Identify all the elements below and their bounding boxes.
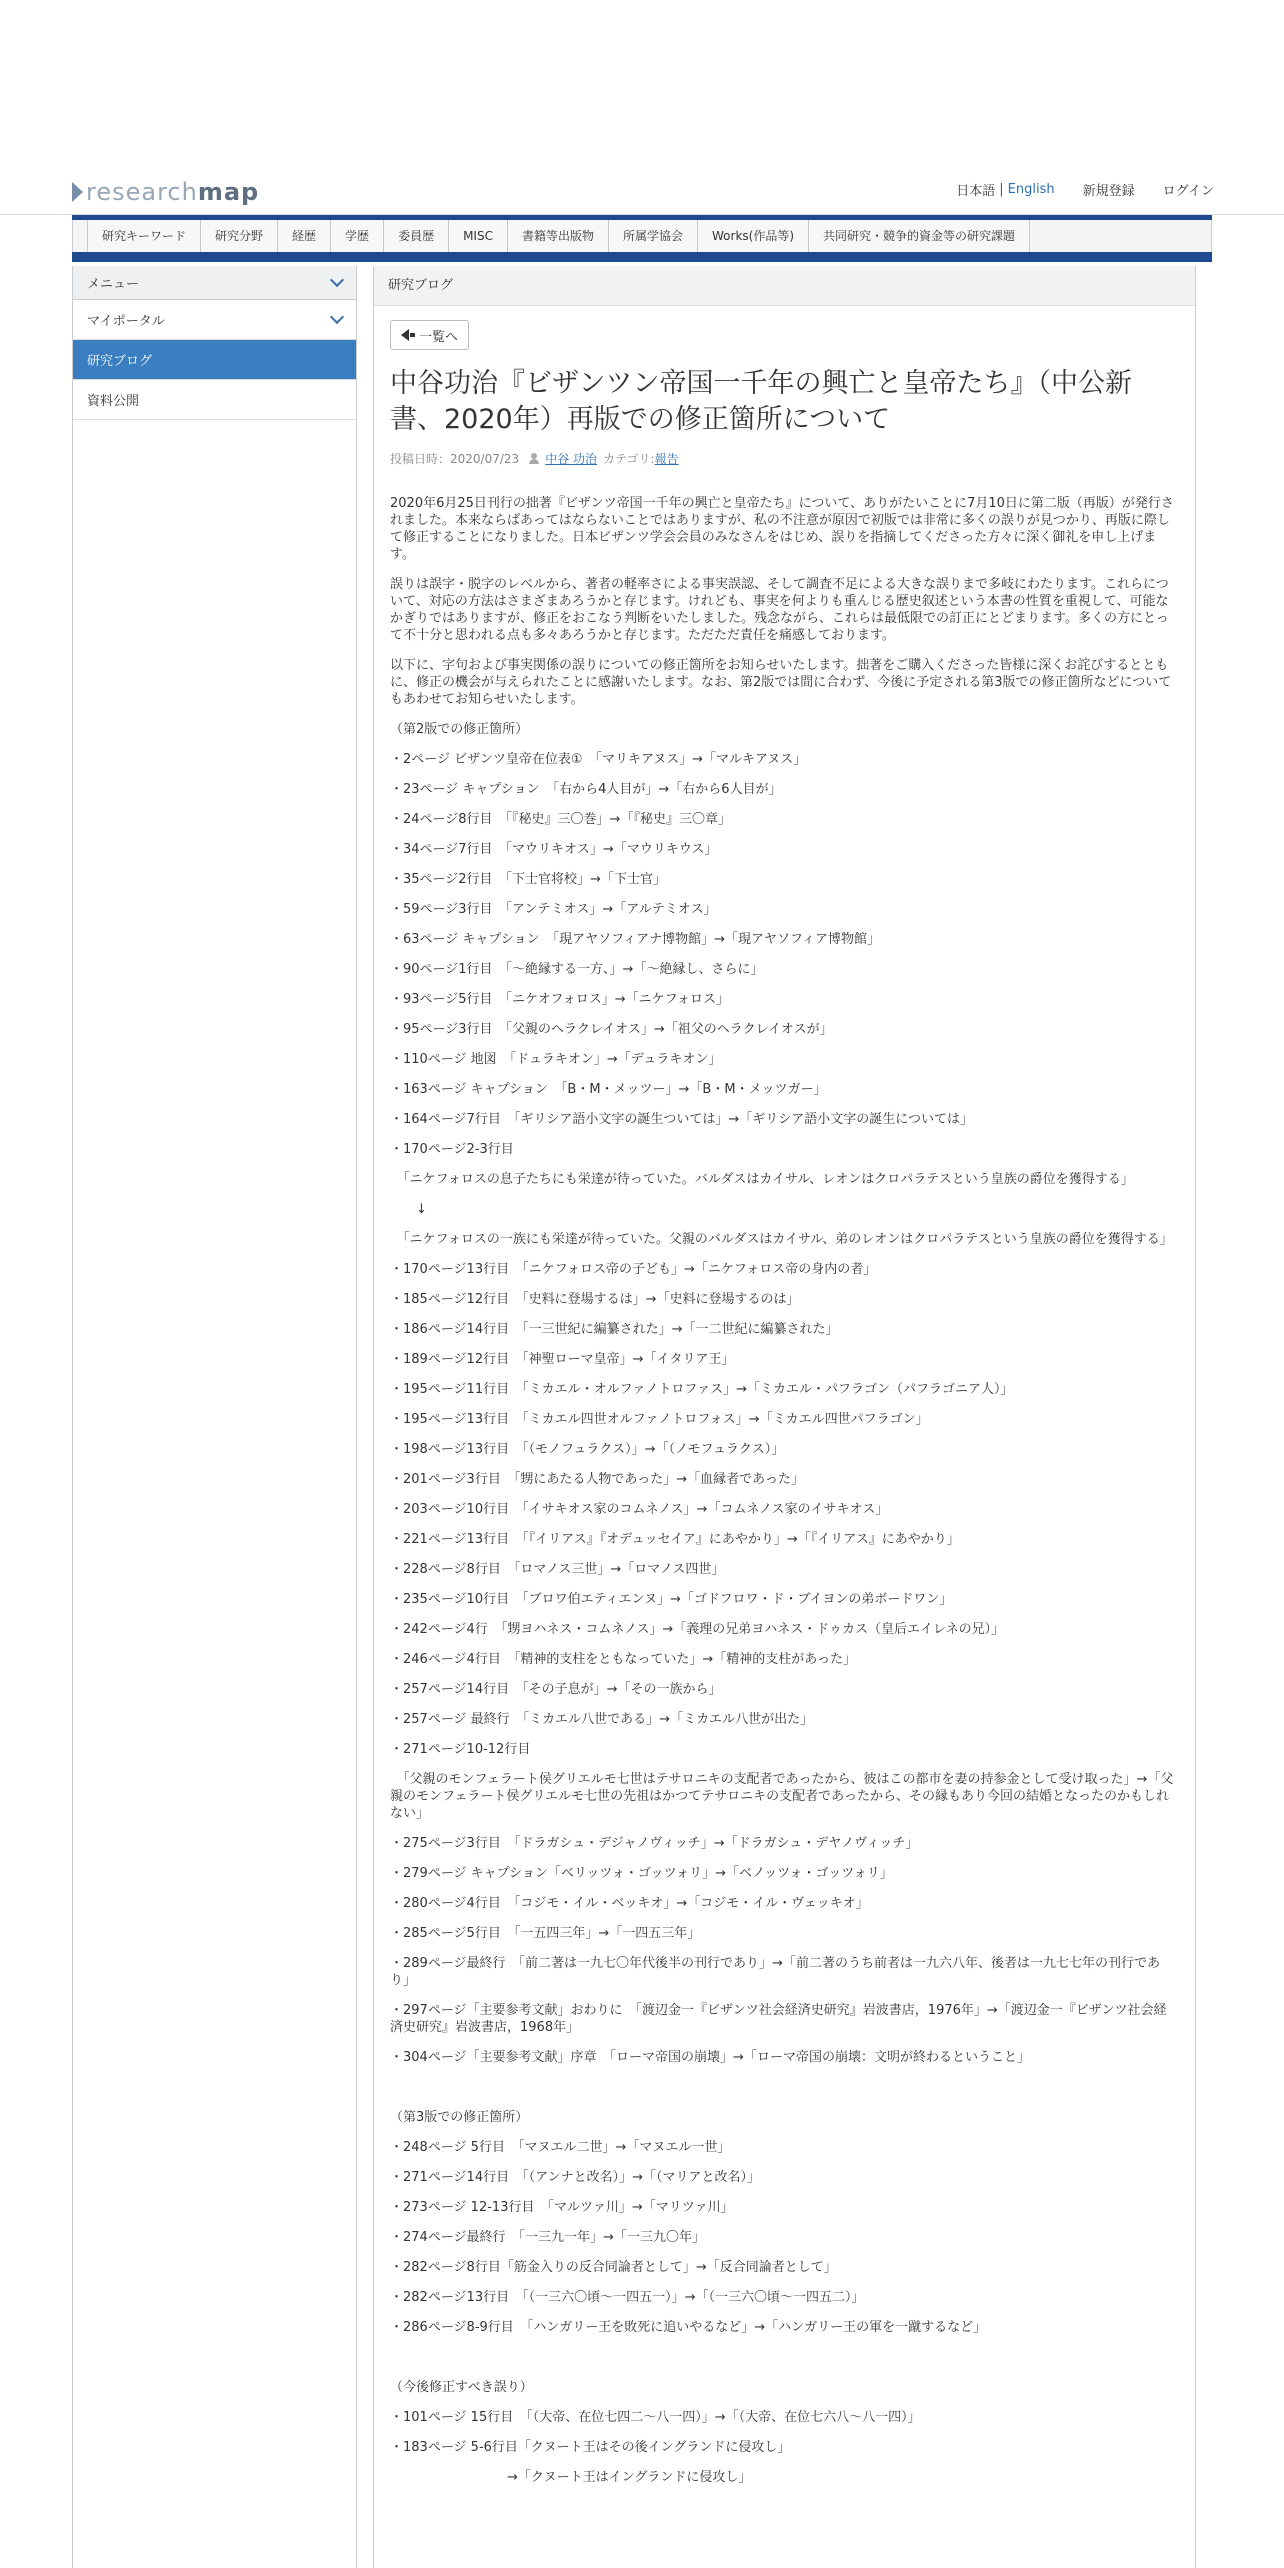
author-link[interactable]: 中谷 功治: [545, 452, 598, 466]
tab-misc[interactable]: MISC: [449, 220, 508, 252]
post-paragraph: ・185ページ12行目 「史料に登場するは」→「史料に登場するのは」: [390, 1292, 800, 1307]
post-paragraph: ・275ページ3行目 「ドラガシュ・デジャノヴィッチ」→「ドラガシュ・デヤノヴィッチ」: [390, 1836, 919, 1851]
post-paragraph: ・170ページ13行目 「ニケフォロス帝の子ども」→「ニケフォロス帝の身内の者」: [390, 1262, 877, 1277]
post-paragraph: ・189ページ12行目 「神聖ローマ皇帝」→「イタリア王」: [390, 1352, 735, 1367]
post-paragraph: ・304ページ「主要参考文献」序章 「ローマ帝国の崩壊」→「ローマ帝国の崩壊：文明が終わるということ」: [390, 2050, 1030, 2065]
site-header: [0, 170, 1284, 215]
chevron-down-icon: [330, 273, 344, 287]
post-paragraph: ・271ページ14行目 「（アンナと改名）」→「（マリアと改名）」: [390, 2170, 760, 2185]
post-paragraph: ・198ページ13行目 「（モノフュラクス）」→「（ノモフュラクス）」: [390, 1442, 785, 1457]
lang-japanese-link[interactable]: 日本語: [956, 184, 996, 199]
post-paragraph: ・201ページ3行目 「甥にあたる人物であった」→「血縁者であった」: [390, 1472, 804, 1487]
section-header: 研究ブログ: [374, 266, 1195, 306]
post-title: 中谷功治『ビザンツン帝国一千年の興亡と皇帝たち』（中公新書、2020年）再版での修正箇所について: [390, 368, 1132, 435]
back-to-list-button[interactable]: [390, 320, 469, 350]
tab-research-projects[interactable]: 共同研究・競争的資金等の研究課題: [809, 220, 1030, 252]
post-paragraph: ・195ページ13行目 「ミカエル四世オルファノトロフォス」→「ミカエル四世パフラゴン」: [390, 1412, 929, 1427]
logo-text-map: map: [197, 178, 260, 206]
tab-committee[interactable]: 委員歴: [384, 220, 449, 252]
post-paragraph: ・235ページ10行目 「ブロワ伯エティエンヌ」→「ゴドフロワ・ド・ブイヨンの弟ボードワン」: [390, 1592, 953, 1607]
post-meta: [390, 450, 1179, 467]
back-button-label: 一覧へ: [419, 329, 459, 345]
sidebar-menu-toggle[interactable]: [73, 266, 356, 300]
post-paragraph: ・34ページ7行目 「マウリキオス」→「マウリキウス」: [390, 842, 718, 857]
post-paragraph: ・289ページ最終行 「前二著は一九七〇年代後半の刊行であり」→「前二著のうち前者は一九六八年、後者は一九七七年の刊行であり」: [390, 1956, 1160, 1988]
post-paragraph: [390, 2349, 1179, 2366]
post-paragraph: ・23ページ キャプション 「右から4人目が」→「右から6人目が」: [390, 782, 782, 797]
post-body: [390, 495, 1179, 2486]
tab-societies[interactable]: 所属学協会: [609, 220, 698, 252]
post-paragraph: ・257ページ 最終行 「ミカエル八世である」→「ミカエル八世が出た」: [390, 1712, 814, 1727]
post-paragraph: 「父親のモンフェラート侯グリエルモ七世はテサロニキの支配者であったから、彼はこの都市を妻の持参金として受け取った」→「父親のモンフェラート侯グリエルモ七世の先祖はかつてテサロニキの支配者であったから、その縁もあり今回の結婚となったのかもしれない」: [390, 1772, 1174, 1821]
post-paragraph: →「クヌート王はイングランドに侵攻し」: [390, 2470, 752, 2485]
post-paragraph: ・246ページ4行目 「精神的支柱をともなっていた」→「精神的支柱があった」: [390, 1652, 857, 1667]
sidebar-menu-label: メニュー: [87, 277, 140, 292]
logo-text-research: research: [86, 178, 198, 206]
posted-label: 投稿日時：: [390, 452, 451, 466]
post-paragraph: ・257ページ14行目 「その子息が」→「その一族から」: [390, 1682, 722, 1697]
nav-bottom-border: [72, 252, 1212, 262]
sidebar-item-label: 資料公開: [87, 394, 140, 409]
lang-english-link[interactable]: English: [1007, 182, 1055, 197]
post-paragraph: [390, 2079, 1179, 2096]
user-icon: [529, 453, 539, 464]
post-paragraph: （第3版での修正箇所）: [390, 2110, 529, 2125]
sidebar-item-label: マイポータル: [87, 314, 165, 329]
post-paragraph: ・273ページ 12-13行目 「マルツァ川」→「マリツァ川」: [390, 2200, 734, 2215]
post-paragraph: ・195ページ11行目 「ミカエル・オルファノトロファス」→「ミカエル・パフラゴン（パフラゴニア人）」: [390, 1382, 1014, 1397]
category-link[interactable]: 報告: [654, 452, 679, 466]
post-paragraph: ・282ページ13行目 「（一三六〇頃～一四五一）」→「（一三六〇頃～一四五二）」: [390, 2290, 865, 2305]
sidebar-item-label: 研究ブログ: [87, 354, 153, 369]
sidebar-item-research-blog[interactable]: [73, 340, 356, 380]
chevron-down-icon: [330, 310, 344, 324]
post-paragraph: ・248ページ 5行目 「マヌエル二世」→「マヌエル一世」: [390, 2140, 731, 2155]
post-paragraph: ・163ページ キャプション 「B・M・メッツー」→「B・M・メッツガー」: [390, 1082, 827, 1097]
tab-research-fields[interactable]: 研究分野: [201, 220, 278, 252]
post-paragraph: ・286ページ8-9行目 「ハンガリー王を敗死に追いやるなど」→「ハンガリー王の軍を一蹴するなど」: [390, 2320, 987, 2335]
arrow-left-icon: [401, 329, 409, 341]
tab-works[interactable]: Works(作品等): [698, 220, 809, 252]
post-paragraph: ・242ページ4行 「甥ヨハネス・コムネノス」→「義理の兄弟ヨハネス・ドゥカス（皇后エイレネの兄）」: [390, 1622, 1005, 1637]
post-paragraph: ・221ページ13行目 「『イリアス』『オデュッセイア』にあやかり」→「『イリアス』にあやかり」: [390, 1532, 960, 1547]
post-paragraph: ・285ページ5行目 「一五四三年」→「一四五三年」: [390, 1926, 701, 1941]
post-paragraph: 「ニケフォロスの一族にも栄達が待っていた。父親のバルダスはカイサル、弟のレオンはクロパラテスという皇族の爵位を獲得する」: [390, 1232, 1173, 1247]
posted-date: 2020/07/23: [450, 451, 520, 466]
post-paragraph: ・170ページ2-3行目: [390, 1142, 514, 1157]
post-paragraph: ・186ページ14行目 「一三世紀に編纂された」→「一二世紀に編纂された」: [390, 1322, 839, 1337]
profile-tabs: [72, 220, 1212, 252]
sidebar: [72, 266, 357, 2568]
post-paragraph: ・164ページ7行目 「ギリシア語小文字の誕生ついては」→「ギリシア語小文字の誕生については」: [390, 1112, 973, 1127]
post-paragraph: 「ニケフォロスの息子たちにも栄達が待っていた。バルダスはカイサル、レオンはクロパラテスという皇族の爵位を獲得する」: [390, 1172, 1134, 1187]
post-paragraph: ・183ページ 5-6行目「クヌート王はその後イングランドに侵攻し」: [390, 2440, 791, 2455]
post-paragraph: 誤りは誤字・脱字のレベルから、著者の軽率さによる事実誤認、そして調査不足による大きな誤りまで多岐にわたります。これらについて、対応の方法はさまざまあろうかと存じます。けれども、事実を何よりも重んじる歴史叙述という本書の性質を重視して、可能なかぎりではありますが、修正をおこなう判断をいたしました。残念ながら、これらは最低限での訂正にとどまります。多くの方にとって不十分と思われる点も多々あろうかと存じます。ただただ責任を痛感しております。: [390, 577, 1169, 643]
sidebar-item-my-portal[interactable]: [73, 300, 356, 340]
sidebar-item-materials[interactable]: [73, 380, 356, 420]
post-paragraph: ・59ページ3行目 「アンテミオス」→「アルテミオス」: [390, 902, 717, 917]
arrow-shaft: [410, 333, 415, 337]
logo-triangle-icon: [72, 182, 83, 202]
login-link[interactable]: ログイン: [1162, 184, 1214, 199]
category-label: カテゴリ:: [603, 452, 655, 466]
tab-research-keywords[interactable]: 研究キーワード: [87, 220, 201, 252]
post-paragraph: ・297ページ「主要参考文献」おわりに 「渡辺金一『ビザンツ社会経済史研究』岩波書店，1976年」→「渡辺金一『ビザンツ社会経済史研究』岩波書店，1968年」: [390, 2003, 1167, 2035]
post-paragraph: （第2版での修正箇所）: [390, 722, 529, 737]
post-paragraph: 以下に、字句および事実関係の誤りについての修正箇所をお知らせいたします。拙著をご購入くださった皆様に深くお詫びするとともに、修正の機会が与えられたことに感謝いたします。なお、第2版では間に合わず、今後に予定される第3版での修正箇所などについてもあわせてお知らせいたします。: [390, 658, 1172, 707]
tab-books[interactable]: 書籍等出版物: [508, 220, 609, 252]
post-paragraph: ・93ページ5行目 「ニケオフォロス」→「ニケフォロス」: [390, 992, 729, 1007]
post-paragraph: ・110ページ 地図 「ドュラキオン」→「デュラキオン」: [390, 1052, 722, 1067]
post-paragraph: 2020年6月25日刊行の拙著『ビザンツ帝国一千年の興亡と皇帝たち』について、ありがたいことに7月10日に第二版（再版）が発行されました。本来ならばあってはならないことではありますが、私の不注意が原因で初版では非常に多くの誤りが見つかり、再版に際して修正することになりました。日本ビザンツ学会会員のみなさんをはじめ、誤りを指摘してくださった方々に深く御礼を申し上げます。: [390, 496, 1174, 562]
post-paragraph: ・63ページ キャプション 「現アヤソフィアナ博物館」→「現アヤソフィア博物館」: [390, 932, 880, 947]
post-paragraph: ・2ページ ビザンツ皇帝在位表① 「マリキアヌス」→「マルキアヌス」: [390, 752, 807, 767]
post-paragraph: ・90ページ1行目 「〜絶縁する一方、」→「〜絶縁し、さらに」: [390, 962, 764, 977]
researchmap-logo[interactable]: [72, 178, 259, 206]
post-paragraph: ・280ページ4行目 「コジモ・イル・ベッキオ」→「コジモ・イル・ヴェッキオ」: [390, 1896, 869, 1911]
post-paragraph: ・24ページ8行目 「『秘史』三〇巻」→「『秘史』三〇章」: [390, 812, 731, 827]
post-paragraph: ・228ページ8行目 「ロマノス三世」→「ロマノス四世」: [390, 1562, 725, 1577]
lang-separator: |: [999, 182, 1004, 197]
post-paragraph: ・279ページ キャプション「ベリッツォ・ゴッツォリ」→「ベノッツォ・ゴッツォリ」: [390, 1866, 893, 1881]
post-paragraph: ・101ページ 15行目 「（大帝、在位七四二～八一四）」→「（大帝、在位七六八～八一四）」: [390, 2410, 921, 2425]
post-paragraph: ・274ページ最終行 「一三九一年」→「一三九〇年」: [390, 2230, 705, 2245]
tab-career[interactable]: 経歴: [278, 220, 331, 252]
main-content: [373, 266, 1196, 2568]
post-paragraph: ↓: [390, 1202, 427, 1217]
post-paragraph: ・95ページ3行目 「父親のヘラクレイオス」→「祖父のヘラクレイオスが」: [390, 1022, 833, 1037]
register-link[interactable]: 新規登録: [1082, 184, 1135, 199]
post-paragraph: ・35ページ2行目 「下士官将校」→「下士官」: [390, 872, 666, 887]
header-nav: [956, 180, 1214, 199]
tab-education[interactable]: 学歴: [331, 220, 384, 252]
post-paragraph: ・203ページ10行目 「イサキオス家のコムネノス」→「コムネノス家のイサキオス」: [390, 1502, 889, 1517]
post-paragraph: ・282ページ8行目「筋金入りの反合同論者として」→「反合同論者として」: [390, 2260, 837, 2275]
post-paragraph: ・271ページ10-12行目: [390, 1742, 531, 1757]
post-paragraph: （今後修正すべき誤り）: [390, 2380, 533, 2395]
